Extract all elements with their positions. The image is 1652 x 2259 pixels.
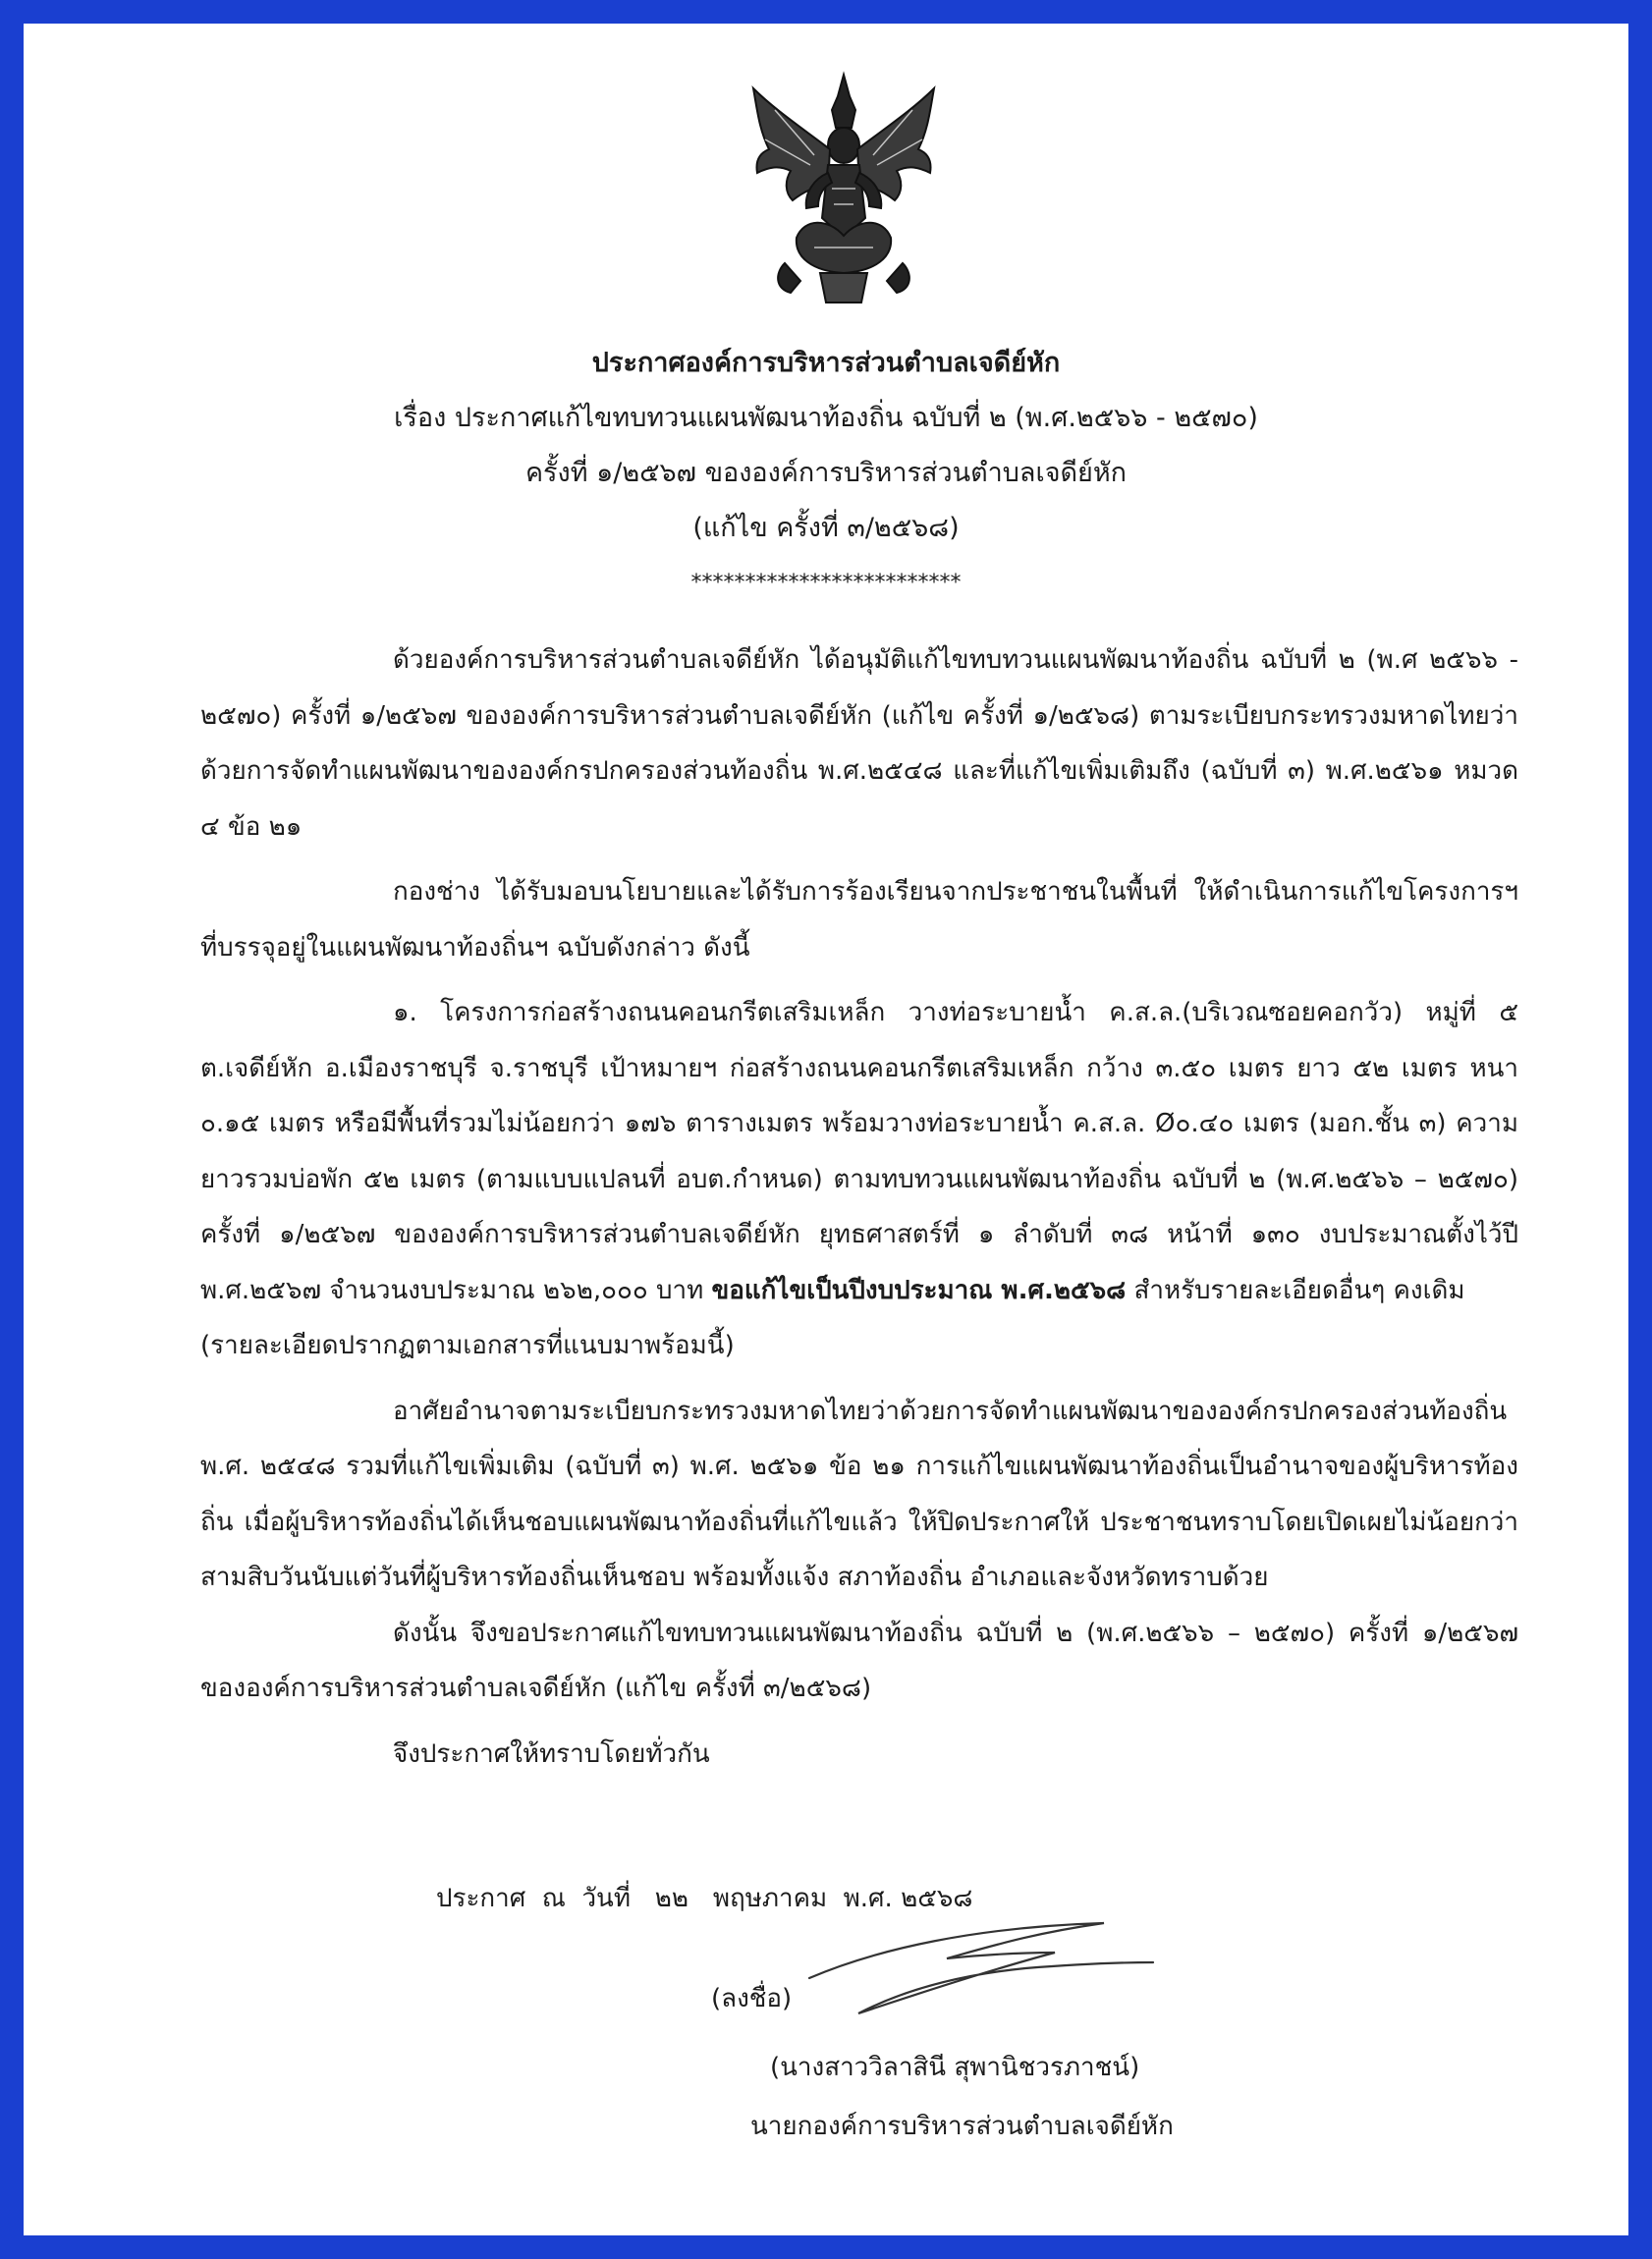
document-header xyxy=(24,336,1628,611)
document-body xyxy=(200,633,1518,1782)
document-subject-line3: (แก้ไข ครั้งที่ ๓/๒๕๖๘) xyxy=(692,513,960,543)
paragraph-4: (รายละเอียดปรากฏตามเอกสารที่แนบมาพร้อมนี้) xyxy=(200,1331,735,1360)
sign-label: (ลงชื่อ) xyxy=(711,1984,793,2013)
handwritten-signature xyxy=(799,1919,1163,2027)
paragraph-3 xyxy=(200,985,1518,1318)
paragraph-5: อาศัยอำนาจตามระเบียบกระทรวงมหาดไทยว่าด้วยการจัดทำแผนพัฒนาขององค์กรปกครองส่วนท้องถิ่น พ.ศ. ๒๕๔๘ รวมที่แก้ไขเพิ่มเติม (ฉบับที่ ๓) พ.ศ. ๒๕๖๑ ข้อ ๒๑ การแก้ไขแผนพัฒนาท้องถิ่นเป็นอำนาจของผู้บริหารท้องถิ่น เมื่อผู้บริหารท้องถิ่นได้เห็นชอบแผนพัฒนาท้องถิ่นที่แก้ไขแล้ว ให้ปิดประกาศให้ ประชาชนทราบโดยเปิดเผยไม่น้อยกว่าสามสิบวันนับแต่วันที่ผู้บริหารท้องถิ่นเห็นชอบ พร้อมทั้งแจ้ง สภาท้องถิ่น อำเภอและจังหวัดทราบด้วย xyxy=(200,1396,1518,1592)
paragraph-7: จึงประกาศให้ทราบโดยทั่วกัน xyxy=(393,1738,710,1769)
garuda-emblem-icon xyxy=(745,71,942,311)
signer-name: (นางสาววิลาสินี สุพานิชวรภาชน์) xyxy=(770,2053,1140,2082)
announcement-date: ประกาศ ณ วันที่ ๒๒ พฤษภาคม พ.ศ. ๒๕๖๘ xyxy=(436,1884,973,1913)
document-title: ประกาศองค์การบริหารส่วนตำบลเจดีย์หัก xyxy=(591,348,1061,378)
paragraph-1: ด้วยองค์การบริหารส่วนตำบลเจดีย์หัก ได้อนุมัติแก้ไขทบทวนแผนพัฒนาท้องถิ่น ฉบับที่ ๒ (พ.ศ ๒๕๖๖ - ๒๕๗๐) ครั้งที่ ๑/๒๕๖๗ ขององค์การบริหารส่วนตำบลเจดีย์หัก (แก้ไข ครั้งที่ ๑/๒๕๖๘) ตามระเบียบกระทรวงมหาดไทยว่าด้วยการจัดทำแผนพัฒนาขององค์กรปกครองส่วนท้องถิ่น พ.ศ.๒๕๔๘ และที่แก้ไขเพิ่มเติมถึง (ฉบับที่ ๓) พ.ศ.๒๕๖๑ หมวด ๔ ข้อ ๒๑ xyxy=(200,645,1518,842)
document-subject: เรื่อง ประกาศแก้ไขทบทวนแผนพัฒนาท้องถิ่น ฉบับที่ ๒ (พ.ศ.๒๕๖๖ - ๒๕๗๐) xyxy=(394,403,1258,433)
separator-stars: ************************* xyxy=(690,571,962,595)
paragraph-2: กองช่าง ได้รับมอบนโยบายและได้รับการร้องเรียนจากประชาชนในพื้นที่ ให้ดำเนินการแก้ไขโครงการฯ ที่บรรจุอยู่ในแผนพัฒนาท้องถิ่นฯ ฉบับดังกล่าว ดังนี้ xyxy=(200,877,1518,963)
paragraph-3-tail: สำหรับรายละเอียดอื่นๆ คงเดิม xyxy=(1126,1275,1465,1305)
document-page xyxy=(24,24,1628,2235)
paragraph-3-main: ๑. โครงการก่อสร้างถนนคอนกรีตเสริมเหล็ก วางท่อระบายน้ำ ค.ส.ล.(บริเวณซอยคอกวัว) หมู่ที่ ๕ ต.เจดีย์หัก อ.เมืองราชบุรี จ.ราชบุรี เป้าหมายฯ ก่อสร้างถนนคอนกรีตเสริมเหล็ก กว้าง ๓.๕๐ เมตร ยาว ๕๒ เมตร หนา ๐.๑๕ เมตร หรือมีพื้นที่รวมไม่น้อยกว่า ๑๗๖ ตารางเมตร พร้อมวางท่อระบายน้ำ ค.ส.ล. Ø๐.๔๐ เมตร (มอก.ชั้น ๓) ความยาวรวมบ่อพัก ๕๒ เมตร (ตามแบบแปลนที่ อบต.กำหนด) ตามทบทวนแผนพัฒนาท้องถิ่น ฉบับที่ ๒ (พ.ศ.๒๕๖๖ – ๒๕๗๐) ครั้งที่ ๑/๒๕๖๗ ขององค์การบริหารส่วนตำบลเจดีย์หัก ยุทธศาสตร์ที่ ๑ ลำดับที่ ๓๘ หน้าที่ ๑๓๐ งบประมาณตั้งไว้ปี พ.ศ.๒๕๖๗ จำนวนงบประมาณ ๒๖๒,๐๐๐ บาท xyxy=(200,998,1518,1305)
paragraph-3-bold: ขอแก้ไขเป็นปีงบประมาณ พ.ศ.๒๕๖๘ xyxy=(711,1275,1127,1305)
signer-position: นายกองค์การบริหารส่วนตำบลเจดีย์หัก xyxy=(750,2112,1174,2141)
paragraph-6: ดังนั้น จึงขอประกาศแก้ไขทบทวนแผนพัฒนาท้องถิ่น ฉบับที่ ๒ (พ.ศ.๒๕๖๖ – ๒๕๗๐) ครั้งที่ ๑/๒๕๖๗ ขององค์การบริหารส่วนตำบลเจดีย์หัก (แก้ไข ครั้งที่ ๓/๒๕๖๘) xyxy=(200,1618,1518,1703)
document-subject-line2: ครั้งที่ ๑/๒๕๖๗ ขององค์การบริหารส่วนตำบลเจดีย์หัก xyxy=(524,458,1128,488)
